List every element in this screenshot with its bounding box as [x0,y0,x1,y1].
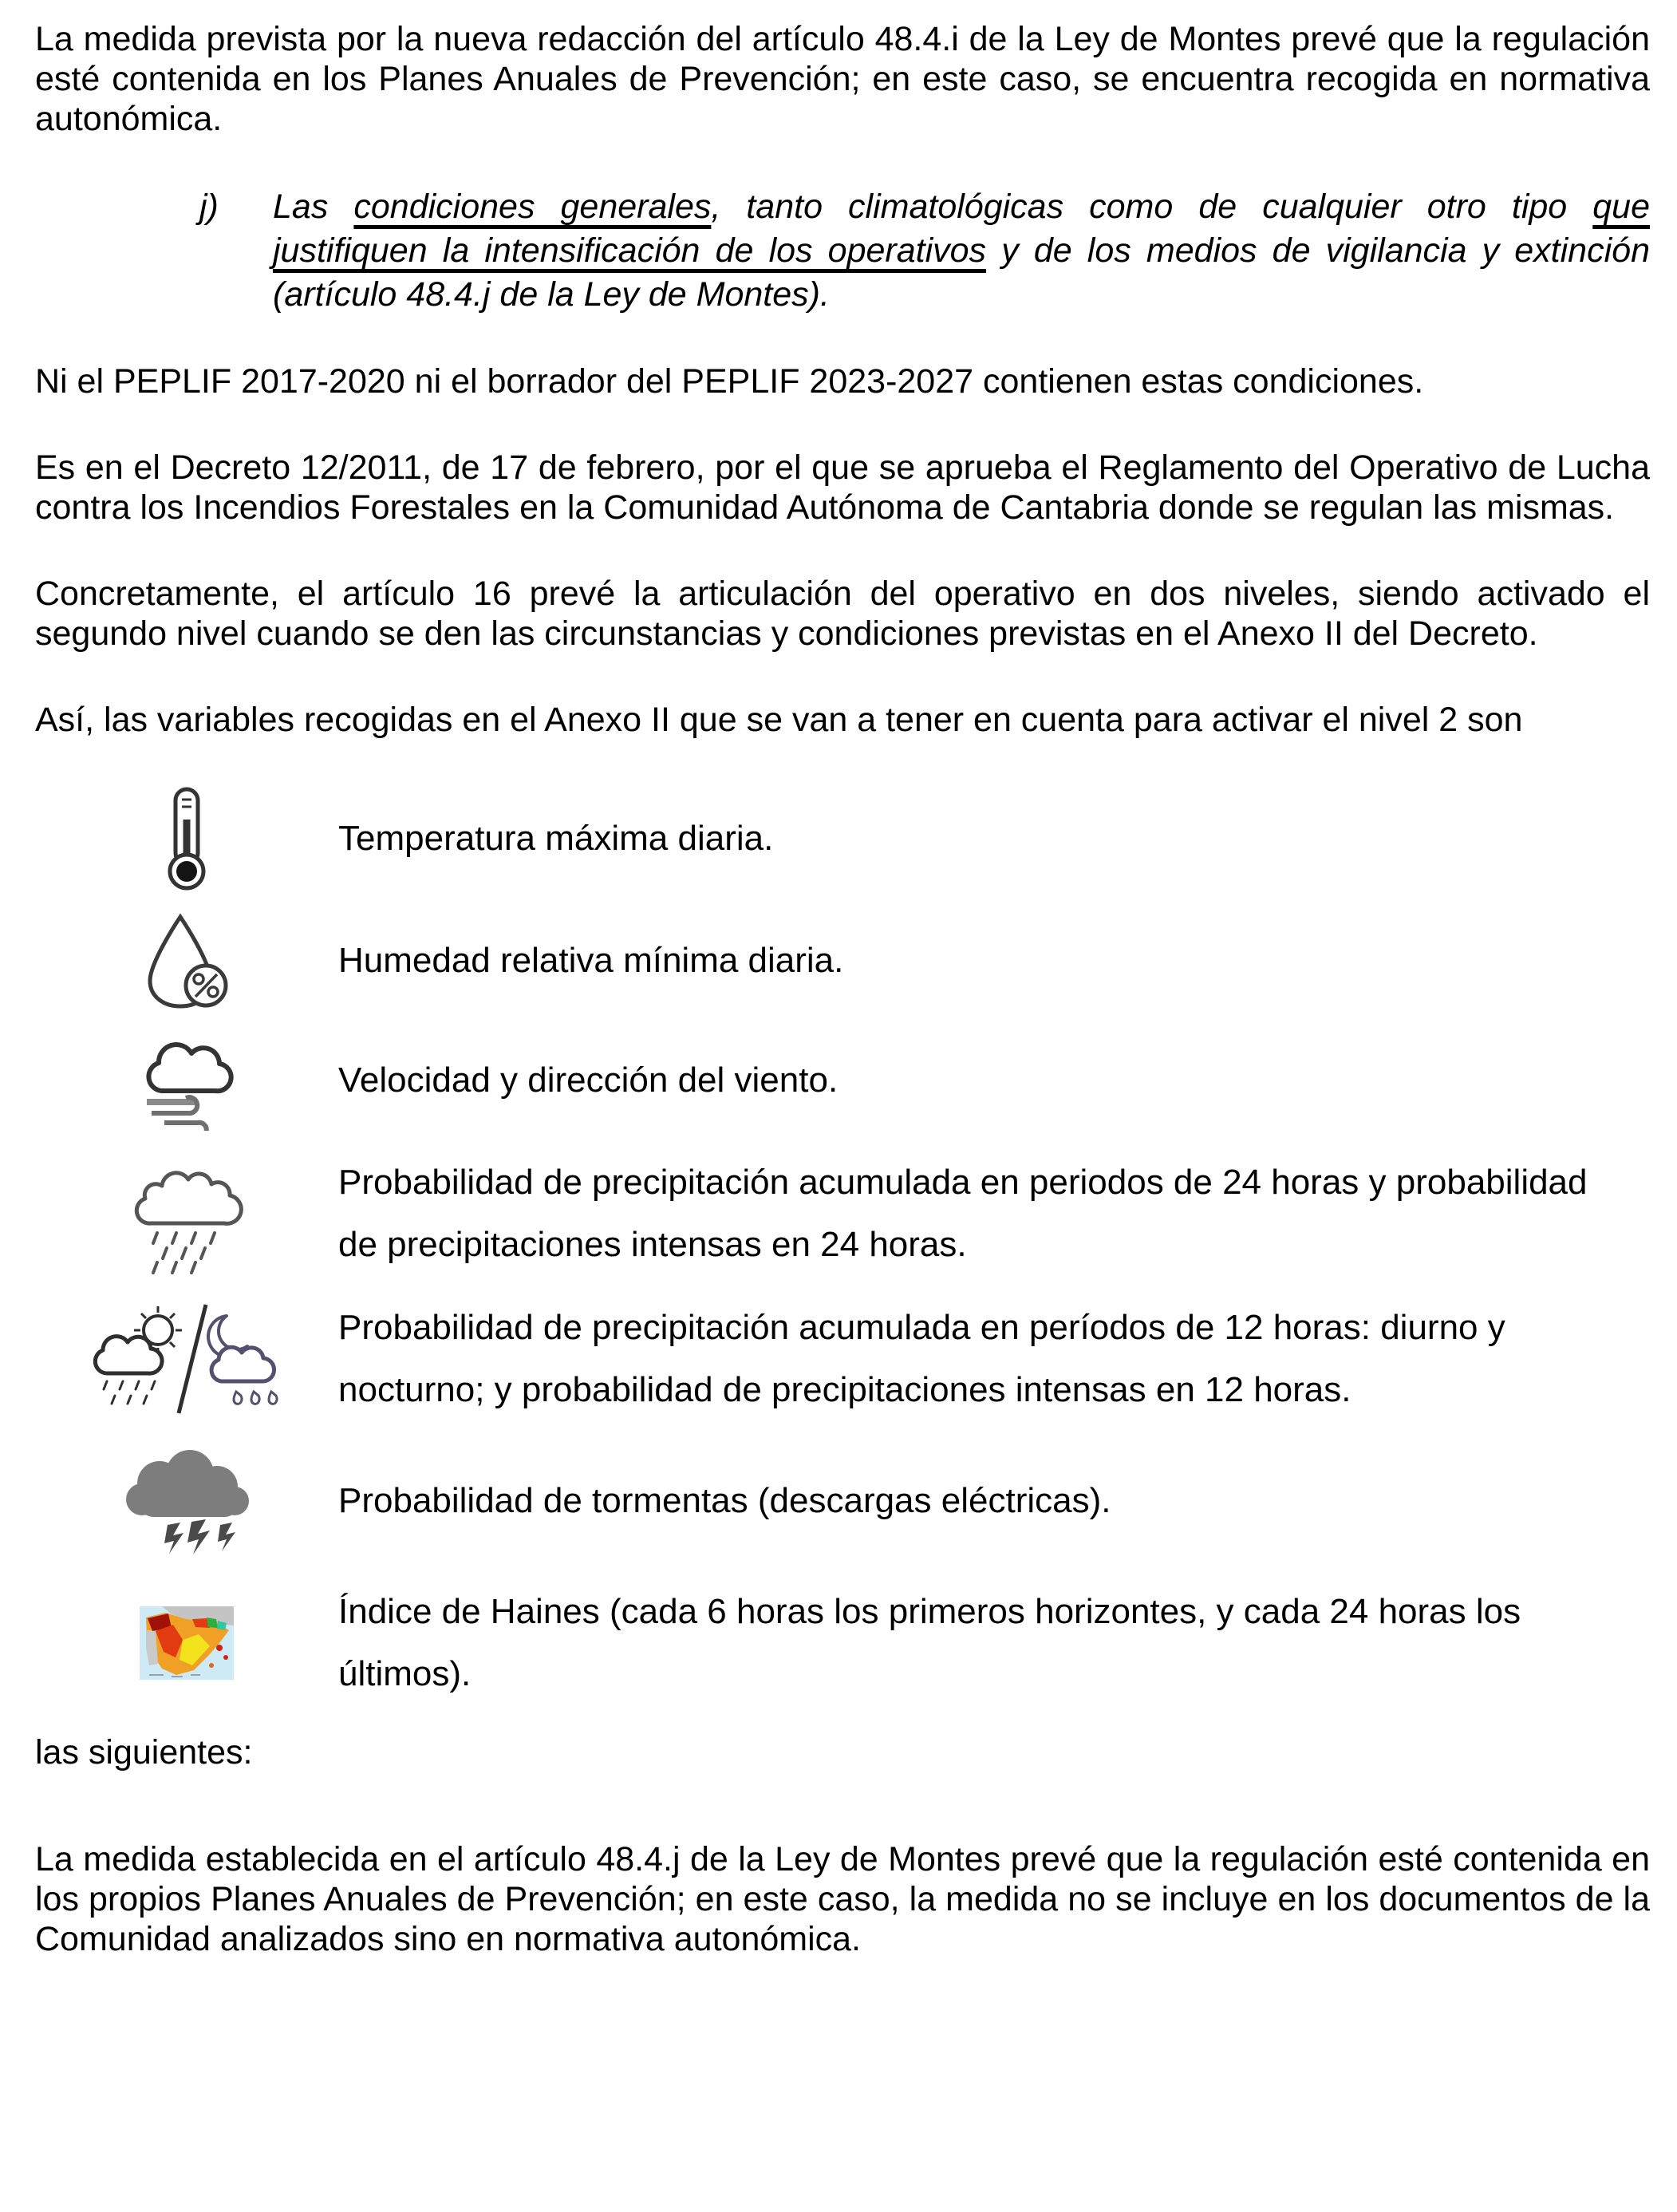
list-item [35,1581,1650,1705]
variable-text: Índice de Haines (cada 6 horas los primeros horizontes, y cada 24 horas los últimos). [338,1592,1521,1693]
list-item-j-text [273,185,1650,317]
list-item [35,912,1650,1009]
variable-text: Probabilidad de precipitación acumulada en periodos de 24 horas y probabilidad de precipitaciones intensas en 24 horas. [338,1163,1588,1264]
item-j-underlined-2: que justifiquen la intensificación de los operativos [273,188,1650,270]
item-j-underlined-1: condiciones generales [353,188,712,226]
day-night-precipitation-icon [35,1300,338,1418]
list-item [35,1151,1650,1276]
variable-text: Probabilidad de precipitación acumulada en períodos de 12 horas: diurno y nocturno; y probabilidad de precipitaciones intensas en 12 horas. [338,1308,1505,1409]
thermometer-icon [35,786,338,891]
humidity-drop-icon [35,912,338,1009]
paragraph-4: Concretamente, el artículo 16 prevé la articulación del operativo en dos niveles, siendo activado el segundo nivel cuando se den las circunstancias y condiciones previstas en el Anexo II del Decreto. [35,575,1650,653]
paragraph-3: Es en el Decreto 12/2011, de 17 de febrero, por el que se aprueba el Reglamento del Operativo de Lucha contra los Incendios Forestales en la Comunidad Autónoma de Cantabria donde se regulan las mismas. [35,448,1650,527]
variable-text: Probabilidad de tormentas (descargas eléctricas). [338,1481,1111,1520]
haines-map-icon [35,1606,338,1680]
item-j-post: y de los medios de vigilancia y extinción (artículo 48.4.j de la Ley de Montes). [273,231,1650,314]
item-j-mid: , tanto climatológicas como de cualquier otro tipo [711,188,1593,226]
rain-cloud-icon [35,1153,338,1274]
paragraph-6: La medida establecida en el artículo 48.4.j de la Ley de Montes prevé que la regulación esté contenida en los propios Planes Anuales de Prevención; en este caso, la medida no se incluye en los documentos de la Comunidad analizados sino en normativa autonómica. [35,1840,1650,1958]
list-item [35,786,1650,891]
variable-text: Temperatura máxima diaria. [338,819,774,858]
list-item-j [35,185,1650,317]
variable-text: Velocidad y dirección del viento. [338,1061,838,1100]
list-item [35,1030,1650,1131]
continuation-text: las siguientes: [35,1733,253,1772]
storm-cloud-icon [35,1442,338,1560]
item-j-pre: Las [273,188,354,226]
variable-text: Humedad relativa mínima diaria. [338,941,844,980]
anexo2-variables-list [35,786,1650,1705]
paragraph-2: Ni el PEPLIF 2017-2020 ni el borrador del PEPLIF 2023-2027 contienen estas condiciones. [35,362,1424,401]
paragraph-1: La medida prevista por la nueva redacción del artículo 48.4.i de la Ley de Montes prevé que la regulación esté contenida en los Planes Anuales de Prevención; en este caso, se encuentra recogida en normativa autonómica. [35,20,1650,138]
wind-cloud-icon [35,1030,338,1131]
list-item-j-label: j) [199,188,219,226]
list-item [35,1442,1650,1560]
paragraph-5: Así, las variables recogidas en el Anexo II que se van a tener en cuenta para activar el nivel 2 son [35,701,1523,739]
list-item [35,1297,1650,1421]
